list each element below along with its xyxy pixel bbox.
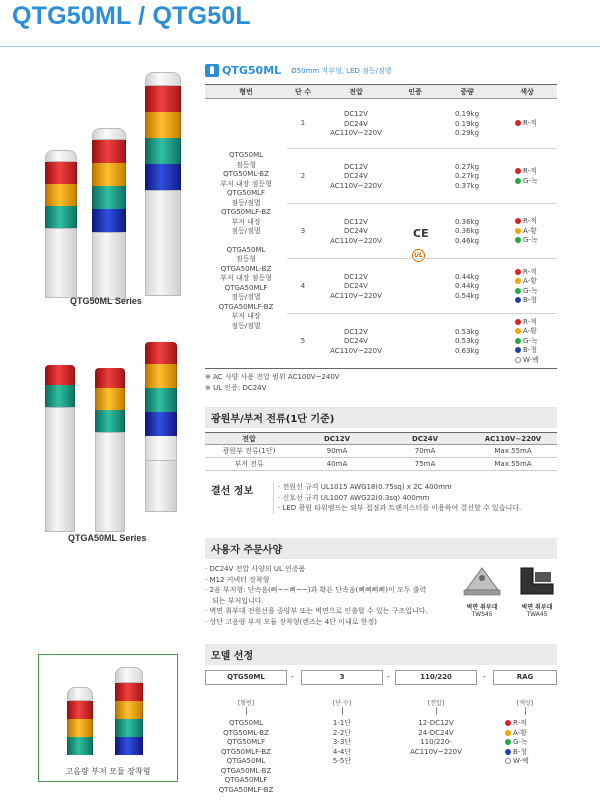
weight-cell (437, 110, 497, 139)
series2-caption: QTGA50ML Series (68, 533, 147, 543)
power-th-0: 전압 (205, 433, 293, 445)
model-color-option-dot (505, 758, 511, 764)
color-chip: R-적 (515, 268, 557, 278)
model-name-line: 부저 내장 (231, 217, 261, 226)
th-color: 색상 (497, 85, 557, 99)
voltage-line: DC24V (344, 227, 368, 235)
model-name-line: 점등형 (235, 255, 257, 263)
weight-line: 0.19kg (454, 110, 480, 118)
page-title: QTG50ML / QTG50L (12, 2, 251, 30)
bracket1-code: TWS45 (471, 611, 493, 618)
th-cert: 인증 (393, 85, 437, 99)
model-option: QTGA50ML-BZ (220, 766, 272, 775)
model-option: 24-DC24V (418, 728, 454, 737)
model-option: QTGA50MLF (224, 776, 268, 784)
custom-line: · 상단 고음량 부저 모듈 장착형(렌즈는 4단 이내로 한정) (205, 617, 377, 626)
title-divider (0, 46, 600, 47)
model-box-color: RAG (493, 670, 557, 685)
voltage-line: AC110V~220V (330, 346, 382, 355)
color-chip: A-황 (515, 227, 557, 237)
power-cell: 70mA (381, 445, 469, 458)
ul-mark-icon: UL (412, 249, 425, 262)
bracket-tws45-image (460, 560, 504, 602)
power-th-2: DC24V (381, 433, 469, 445)
model-name-line: 부저 내장 점등형 (220, 274, 272, 282)
weight-line: 0.36kg (454, 217, 480, 226)
voltage-cell (319, 110, 393, 139)
weight-line: 0.36kg (454, 227, 480, 235)
voltage-line: DC12V (344, 162, 368, 171)
model-color-option-dot (505, 730, 511, 736)
color-chip-dot (515, 228, 521, 234)
bracket2-name: 벽면 취부대 (521, 604, 553, 611)
spec-header (205, 64, 392, 77)
color-chip-dot (515, 319, 521, 325)
power-cell: 75mA (381, 458, 469, 471)
model-color-option-dot (505, 739, 511, 745)
ce-mark-icon: CE (413, 227, 429, 240)
model-name-line: 부저 내장 점등형 (220, 179, 272, 188)
voltage-line: DC24V (344, 172, 368, 180)
color-chip: G-녹 (515, 236, 557, 246)
color-chip: G-녹 (515, 287, 557, 297)
table-row (287, 314, 557, 369)
voltage-line: DC24V (344, 337, 368, 345)
series1-caption: QTG50ML Series (70, 296, 142, 306)
model-name-line: QTG50ML-BZ (223, 170, 269, 178)
tiers-cell: 3 (300, 226, 306, 235)
model-option: QTG50MLF (226, 738, 266, 746)
weight-line: 0.53kg (454, 327, 480, 336)
model-label-tiers: [단 수] (332, 700, 352, 707)
model-color-list (505, 719, 557, 767)
voltage-line: DC12V (344, 272, 368, 281)
tiers-cell: 4 (300, 281, 306, 290)
model-option: 2-2단 (332, 728, 352, 737)
model-option: 5-5단 (332, 757, 352, 765)
color-chip-dot (515, 328, 521, 334)
color-chip: R-적 (515, 217, 557, 227)
color-chip-dot (515, 178, 521, 184)
model-color-option: A-황 (505, 729, 557, 739)
bracket1-label (457, 602, 507, 618)
spec-badge: QTG50ML (222, 64, 282, 77)
tiers-cell: 1 (300, 119, 306, 127)
model-name-line: QTGA50MLF-BZ (218, 302, 274, 311)
color-chip-dot (515, 297, 521, 303)
custom-line: 되는 부저입니다. (212, 596, 264, 605)
custom-line: · M12 커넥터 장착형 (205, 575, 270, 584)
voltage-line: AC110V~220V (330, 236, 382, 245)
model-voltage-list (395, 719, 477, 757)
color-chip-dot (515, 278, 521, 284)
voltage-line: DC24V (344, 282, 368, 290)
th-tiers: 단 수 (287, 85, 319, 99)
model-box-voltage: 110/220 (395, 670, 477, 685)
model-name-line: 점등/점멸 (231, 198, 261, 207)
wiring-line: · LED 광원 타워램프는 외부 접점과 트랜지스터를 이용하여 결선할 수 있습니다. (278, 504, 522, 512)
model-option: QTG50ML-BZ (223, 728, 269, 737)
buzzer-module-image-box (38, 654, 178, 782)
color-chip-dot (515, 120, 521, 126)
power-section (205, 407, 557, 471)
voltage-line: AC110V~220V (330, 129, 382, 137)
model-name-line: QTGA50MLF (224, 283, 268, 292)
model-box-tiers: 3 (301, 670, 383, 685)
bracket2-label (512, 602, 562, 618)
weight-line: 0.53kg (454, 337, 480, 345)
custom-title: 사용자 주문사양 (205, 538, 557, 559)
model-color-option: B-청 (505, 748, 557, 758)
model-label-type: [형번] (237, 700, 255, 707)
voltage-cell (319, 163, 393, 192)
spec-note-2: ※ UL 인증: DC24V (205, 383, 267, 392)
model-color-option: G-녹 (505, 738, 557, 748)
model-option: 12-DC12V (418, 719, 454, 727)
weight-line: 0.46kg (454, 236, 480, 245)
voltage-line: AC110V~220V (330, 291, 382, 300)
table-row (287, 259, 557, 314)
color-cell (515, 119, 557, 129)
lamp-badge-icon (205, 64, 219, 77)
weight-cell (437, 273, 497, 302)
model-names (205, 151, 287, 331)
voltage-cell (319, 218, 393, 247)
model-name-line: QTGA50ML-BZ (220, 264, 272, 273)
color-cell (515, 217, 557, 246)
weight-line: 0.29kg (454, 129, 480, 137)
weight-line: 0.19kg (454, 119, 480, 128)
table-row (287, 204, 557, 259)
spec-subtitle: Ø50mm 직부형, LED 점등/점멸 (291, 66, 392, 75)
color-chip: A-황 (515, 277, 557, 287)
custom-line: · 2음 부저형: 단속음(삐~~삐~~)과 확픈 단속음(삐삐삐삐)이 모두 출력 (205, 586, 427, 594)
tiers-cell: 2 (300, 171, 306, 180)
power-title: 광원부/부저 전류(1단 기준) (205, 407, 557, 428)
power-cell: Max.55mA (469, 458, 557, 471)
weight-line: 0.54kg (454, 291, 480, 300)
table-row (205, 445, 557, 458)
voltage-cell (319, 328, 393, 357)
th-voltage: 전압 (319, 85, 393, 99)
wiring-line: · 전원선 규격 UL1015 AWG18(0.75sq) x 2C 400mm (278, 483, 452, 491)
wiring-section (205, 482, 557, 514)
tiers-cell: 5 (300, 336, 306, 345)
color-chip: R-적 (515, 318, 557, 328)
model-option: QTGA50ML (226, 757, 266, 765)
power-table (205, 432, 557, 471)
weight-cell (437, 328, 497, 357)
model-label-color: [색상] (516, 700, 534, 707)
color-chip: G-녹 (515, 177, 557, 187)
voltage-line: AC110V~220V (330, 181, 382, 190)
power-th-1: DC12V (293, 433, 381, 445)
color-chip-dot (515, 347, 521, 353)
color-chip: R-적 (515, 167, 557, 177)
wiring-title: 결선 정보 (211, 486, 254, 497)
model-title: 모델 선정 (205, 644, 557, 665)
table-row (205, 458, 557, 471)
model-name-line: QTG50ML (228, 151, 264, 159)
model-color-option-dot (505, 720, 511, 726)
power-cell: Max.55mA (469, 445, 557, 458)
model-color-option-dot (505, 749, 511, 755)
custom-line: · 벽면 취부대 전원선을 중앙부 또는 벽면으로 인출할 수 있는 구조입니다. (205, 607, 428, 615)
color-chip-dot (515, 357, 521, 363)
model-section: 모델 선정 QTG50ML - 3 - 110/220 - RAG [형번] [단 수] [전압] [색상] QTG50ML QTG50ML-BZ QTG50MLF QTG50MLF-BZ QTGA50ML QTGA50ML-BZ QTGA50MLF QTGA50MLF-BZ 1-1단 2-2단 3-3단 4-4단 5-5단 12-DC12V 24-DC24V 110/220-AC110V~220V R-적 A-황 G-녹 B-청 W-백 (205, 644, 557, 800)
th-model: 형번 (205, 85, 287, 99)
spec-note-1: ※ AC 사양 사용 전압 범위 AC100V~240V (205, 373, 340, 381)
color-chip-dot (515, 338, 521, 344)
color-chip: G-녹 (515, 337, 557, 347)
custom-section (205, 538, 557, 627)
color-chip-dot (515, 168, 521, 174)
voltage-line: DC24V (344, 119, 368, 128)
model-option: QTG50MLF-BZ (221, 747, 271, 756)
table-row (287, 99, 557, 149)
power-cell: 광원부 전류(1단) (205, 445, 293, 458)
voltage-cell (319, 273, 393, 302)
model-name-line: 점등/점멸 (231, 227, 261, 235)
model-tiers-list (301, 719, 383, 767)
model-color-option: R-적 (505, 719, 557, 729)
model-name-line (205, 237, 287, 246)
color-chip: B-청 (515, 346, 557, 356)
voltage-line: DC12V (344, 217, 368, 226)
model-name-line: 부저 내장 (231, 312, 261, 320)
model-name-line: 점등/점멸 (231, 321, 261, 330)
color-chip: R-적 (515, 119, 557, 129)
table-row (287, 149, 557, 204)
color-cell (515, 268, 557, 306)
weight-cell (437, 218, 497, 247)
power-cell: 40mA (293, 458, 381, 471)
model-option: QTG50ML (228, 719, 264, 727)
weight-line: 0.27kg (454, 172, 480, 180)
weight-line: 0.44kg (454, 282, 480, 290)
power-cell: 부저 전류 (205, 458, 293, 471)
color-chip: W-백 (515, 356, 557, 366)
color-cell (515, 318, 557, 366)
color-chip-dot (515, 237, 521, 243)
weight-line: 0.63kg (454, 346, 480, 355)
th-weight: 중량 (437, 85, 497, 99)
model-option: 3-3단 (332, 738, 352, 746)
model-name-line: 점등형 (235, 160, 257, 169)
power-cell: 90mA (293, 445, 381, 458)
voltage-line: DC12V (344, 110, 368, 118)
model-option: 1-1단 (332, 719, 352, 727)
model-color-option: W-백 (505, 757, 557, 767)
model-name-line: QTG50MLF-BZ (221, 208, 271, 216)
custom-line: · DC24V 전압 사양의 UL 인증품 (205, 565, 306, 573)
bracket1-name: 벽면 취부대 (466, 604, 498, 611)
voltage-line: DC12V (344, 327, 368, 336)
model-option: QTGA50MLF-BZ (218, 785, 274, 794)
power-th-3: AC110V~220V (469, 433, 557, 445)
model-label-voltage: [전압] (427, 700, 445, 707)
model-name-line: QTG50MLF (226, 189, 266, 197)
model-option: 4-4단 (332, 747, 352, 756)
model-name-line: 점등/점멸 (231, 293, 261, 301)
model-box-type: QTG50ML (205, 670, 287, 685)
color-chip-dot (515, 288, 521, 294)
weight-cell (437, 163, 497, 192)
model-option: 110/220-AC110V~220V (410, 738, 462, 756)
wiring-line: · 신호선 규격 UL1007 AWG22(0.3sq) 400mm (278, 493, 430, 502)
series3-caption: 고음량 부저 모듈 장착형 (65, 767, 151, 776)
color-chip-dot (515, 218, 521, 224)
bracket-twa45-image (515, 560, 559, 602)
color-cell (515, 167, 557, 186)
weight-line: 0.27kg (454, 162, 480, 171)
model-type-list (205, 719, 287, 795)
weight-line: 0.44kg (454, 272, 480, 281)
spec-table (205, 84, 557, 393)
color-chip-dot (515, 269, 521, 275)
color-chip: B-청 (515, 296, 557, 306)
bracket2-code: TWA45 (526, 611, 548, 618)
color-chip: A-황 (515, 327, 557, 337)
model-name-line: QTGA50ML (226, 245, 266, 254)
weight-line: 0.37kg (454, 181, 480, 190)
